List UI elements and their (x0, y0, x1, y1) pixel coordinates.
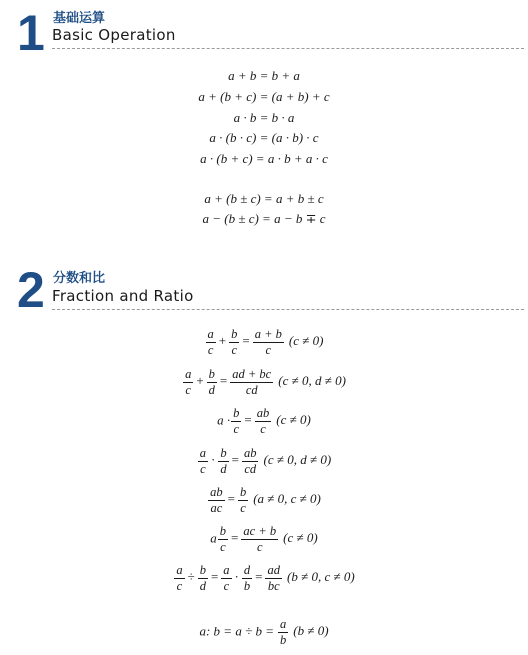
fraction: $\frac{ac + b}{c}$ (243, 524, 277, 554)
fraction: $\frac{d}{b}$ (243, 563, 251, 593)
formula-commutative-add: a + b = b + a (228, 68, 300, 83)
condition: (c ≠ 0) (288, 333, 324, 349)
formula-mixed-number: a $\frac{b}{c}$ = $\frac{ac + b}{c}$ (c ≠ 0) (210, 524, 318, 554)
formula-fraction-add: $\frac{a}{c}$ + $\frac{b}{d}$ = $\frac{ad + bc}{cd}$ (c ≠ 0, d ≠ 0) (185, 367, 346, 397)
condition: (a ≠ 0, c ≠ 0) (253, 491, 321, 507)
formula-scalar-times-fraction: a · $\frac{b}{c}$ = $\frac{ab}{c}$ (c ≠ 0) (217, 406, 311, 436)
fraction: $\frac{b}{d}$ (199, 563, 206, 593)
section-number: 1 (17, 5, 45, 61)
condition: (c ≠ 0) (283, 530, 318, 546)
formula-fraction-reduce: $\frac{ab}{ac}$ = $\frac{b}{c}$ (a ≠ 0, c ≠ 0) (210, 485, 321, 515)
fraction: $\frac{b}{c}$ (219, 524, 227, 554)
condition: (b ≠ 0, c ≠ 0) (286, 569, 355, 585)
condition: (c ≠ 0, d ≠ 0) (263, 452, 332, 468)
fraction: $\frac{a + b}{c}$ (254, 327, 282, 357)
fraction: $\frac{a}{c}$ (223, 563, 230, 593)
formula-commutative-mul: a · b = b · a (233, 110, 295, 125)
formula-plus-pm: a + (b ± c) = a + b ± c (204, 191, 324, 206)
section-title-cn: 基础运算 (53, 11, 106, 26)
fraction: $\frac{ab}{cd}$ (243, 446, 257, 476)
section-title-en: Basic Operation (52, 26, 176, 44)
formula-associative-mul: a · (b · c) = (a · b) · c (209, 130, 319, 145)
fraction: $\frac{a}{c}$ (207, 327, 214, 357)
fraction: $\frac{b}{c}$ (231, 327, 238, 357)
formula-fraction-multiply: $\frac{a}{c}$ · $\frac{b}{d}$ = $\frac{ab}{cd}$ (c ≠ 0, d ≠ 0) (199, 446, 332, 476)
section-divider (52, 48, 524, 49)
section-title-en: Fraction and Ratio (52, 287, 194, 305)
condition: (c ≠ 0, d ≠ 0) (278, 373, 346, 389)
fraction: $\frac{ab}{c}$ (256, 406, 270, 436)
fraction: $\frac{a}{c}$ (199, 446, 207, 476)
fraction: $\frac{b}{c}$ (233, 406, 240, 436)
section-number: 2 (17, 262, 45, 318)
section-divider (52, 309, 524, 310)
fraction: $\frac{ab}{ac}$ (210, 485, 223, 515)
formula-associative-add: a + (b + c) = (a + b) + c (198, 89, 330, 104)
formula-fraction-divide: $\frac{a}{c}$ ÷ $\frac{b}{d}$ = $\frac{a}{c}$ · $\frac{d}{b}$ = $\frac{ad}{bc}$ (b ≠ 0, c ≠ 0) (176, 563, 355, 593)
fraction: $\frac{b}{d}$ (208, 367, 215, 397)
fraction: $\frac{a}{b}$ (279, 617, 287, 647)
condition: (b ≠ 0) (293, 623, 329, 639)
fraction: $\frac{ad}{bc}$ (267, 563, 280, 593)
condition: (c ≠ 0) (276, 412, 311, 428)
formula-minus-pm: a − (b ± c) = a − b ∓ c (202, 211, 326, 226)
fraction: $\frac{ad + bc}{cd}$ (232, 367, 272, 397)
formula-distributive: a · (b + c) = a · b + a · c (200, 151, 328, 166)
formula-fraction-same-denominator: $\frac{a}{c}$ + $\frac{b}{c}$ = $\frac{a + b}{c}$ (c ≠ 0) (207, 327, 324, 357)
section-title-cn: 分数和比 (53, 271, 106, 286)
formula-ratio: a: b = a ÷ b = $\frac{a}{b}$ (b ≠ 0) (199, 617, 329, 647)
fraction: $\frac{a}{c}$ (185, 367, 192, 397)
fraction: $\frac{a}{c}$ (176, 563, 183, 593)
fraction: $\frac{b}{c}$ (239, 485, 247, 515)
fraction: $\frac{b}{d}$ (220, 446, 227, 476)
